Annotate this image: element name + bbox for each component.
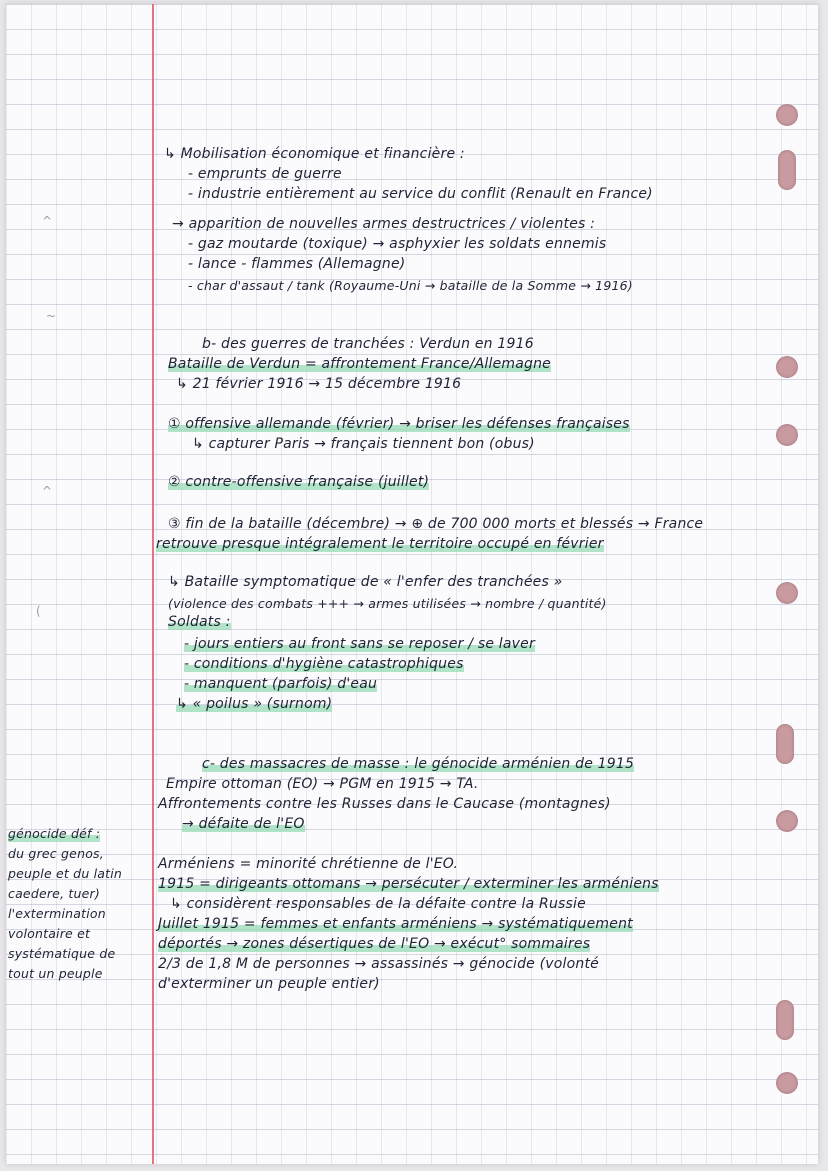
margin-definition: l'extermination (8, 906, 106, 921)
verdun-line: Soldats : (168, 614, 231, 630)
margin-mark: ^ (42, 214, 53, 228)
margin-definition: caedere, tuer) (8, 886, 100, 901)
soldats-item: - manquent (parfois) d'eau (184, 676, 378, 692)
margin-definition: tout un peuple (8, 966, 103, 981)
genocide-line: d'exterminer un peuple entier) (158, 976, 380, 992)
margin-mark: ~ (46, 309, 57, 323)
margin-mark: ( (36, 604, 41, 618)
section-title: b- des guerres de tranchées : Verdun en 1916 (202, 336, 534, 352)
genocide-line: 2/3 de 1,8 M de personnes → assassinés → génocide (volonté (158, 956, 599, 972)
margin-line (152, 4, 154, 1164)
verdun-step: retrouve presque intégralement le territoire occupé en février (156, 536, 604, 552)
verdun-step: ③ fin de la bataille (décembre) → ⊕ de 700 000 morts et blessés → France (168, 516, 704, 532)
armes-item: - lance - flammes (Allemagne) (188, 256, 406, 272)
genocide-line: Empire ottoman (EO) → PGM en 1915 → TA. (166, 776, 479, 792)
notebook-page (6, 4, 818, 1164)
verdun-step: ① offensive allemande (février) → briser les défenses françaises (168, 416, 630, 432)
genocide-line: 1915 = dirigeants ottomans → persécuter / exterminer les arméniens (158, 876, 659, 892)
binder-hole (776, 810, 798, 832)
genocide-line: → défaite de l'EO (182, 816, 305, 832)
soldats-item: ↳ « poilus » (surnom) (176, 696, 333, 712)
armes-item: - char d'assaut / tank (Royaume-Uni → bataille de la Somme → 1916) (188, 278, 633, 293)
verdun-line: ↳ Bataille symptomatique de « l'enfer des tranchées » (168, 574, 563, 590)
soldats-item: - jours entiers au front sans se reposer / se laver (184, 636, 535, 652)
binder-hole (776, 1000, 794, 1040)
verdun-step: ② contre-offensive française (juillet) (168, 474, 430, 490)
genocide-line: déportés → zones désertiques de l'EO → exécut° sommaires (158, 936, 591, 952)
margin-mark: ^ (42, 484, 53, 498)
verdun-line: (violence des combats +++ → armes utilisées → nombre / quantité) (168, 596, 607, 611)
genocide-line: Juillet 1915 = femmes et enfants arméniens → systématiquement (158, 916, 633, 932)
margin-definition: du grec genos, (8, 846, 104, 861)
genocide-line: Arméniens = minorité chrétienne de l'EO. (158, 856, 459, 872)
mobilisation-item: - industrie entièrement au service du conflit (Renault en France) (188, 186, 653, 202)
binder-hole (776, 356, 798, 378)
margin-definition: systématique de (8, 946, 116, 961)
margin-definition: volontaire et (8, 926, 91, 941)
binder-hole (776, 424, 798, 446)
margin-definition: génocide déf : (8, 826, 101, 841)
binder-hole (776, 1072, 798, 1094)
binder-hole (776, 724, 794, 764)
mobilisation-heading: ↳ Mobilisation économique et financière : (164, 146, 465, 162)
verdun-step: ↳ capturer Paris → français tiennent bon (obus) (192, 436, 535, 452)
soldats-item: - conditions d'hygiène catastrophiques (184, 656, 464, 672)
genocide-line: Affrontements contre les Russes dans le Caucase (montagnes) (158, 796, 611, 812)
genocide-line: ↳ considèrent responsables de la défaite contre la Russie (170, 896, 586, 912)
verdun-line: ↳ 21 février 1916 → 15 décembre 1916 (176, 376, 462, 392)
section-title: c- des massacres de masse : le génocide arménien de 1915 (202, 756, 635, 772)
binder-hole (776, 582, 798, 604)
binder-hole (778, 150, 796, 190)
binder-hole (776, 104, 798, 126)
armes-item: - gaz moutarde (toxique) → asphyxier les soldats ennemis (188, 236, 607, 252)
verdun-line: Bataille de Verdun = affrontement France/Allemagne (168, 356, 551, 372)
mobilisation-item: - emprunts de guerre (188, 166, 342, 182)
armes-heading: → apparition de nouvelles armes destructrices / violentes : (172, 216, 596, 232)
margin-definition: peuple et du latin (8, 866, 123, 881)
